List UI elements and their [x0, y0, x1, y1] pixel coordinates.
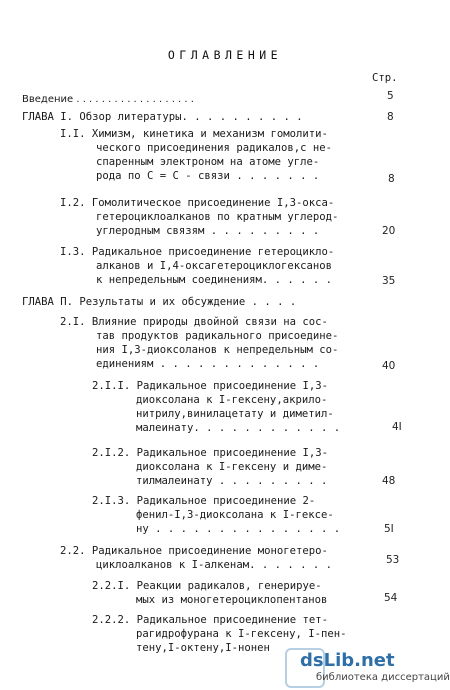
page-column-header: Стр. — [372, 72, 398, 84]
toc-entry-line: мых из моногетероциклопентанов — [136, 594, 328, 606]
watermark-subtitle: библиотека диссертаций — [316, 672, 450, 683]
toc-entry-page: 54 — [384, 592, 398, 604]
toc-entry-line: 2.2.2. Радикальное присоединение тет- — [92, 614, 328, 626]
toc-entry-page: 5I — [384, 523, 394, 535]
toc-entry-line: гетероциклоалканов по кратным углерод- — [96, 211, 339, 223]
toc-entry-line: нитрилу,винилацетату и диметил- — [136, 408, 334, 420]
toc-entry-line: ну . . . . . . . . . . . . . . . — [136, 523, 341, 535]
toc-entry-line: циклоалканов к I-алкенам. . . . . . . — [96, 559, 332, 571]
toc-entry-text: Введение . . . . . . . . . . . . . . . . . . . — [22, 94, 194, 105]
toc-entry-page: 8 — [388, 173, 395, 185]
toc-entry-line: I.I. Химизм, кинетика и механизм гомолити- — [60, 128, 328, 140]
watermark-logo: dsLib.net — [300, 650, 395, 671]
toc-entry-page: 40 — [382, 360, 396, 372]
toc-entry-line: 2.2. Радикальное присоединение моногетеро- — [60, 545, 328, 557]
toc-entry-page: 4I — [392, 421, 402, 433]
toc-entry-page: 5 — [387, 90, 394, 102]
toc-entry-page: 35 — [382, 275, 396, 287]
toc-entry-page: 8 — [387, 111, 394, 123]
toc-entry-line: рода по С = С - связи . . . . . . . — [96, 170, 320, 182]
page-title: ОГЛАВЛЕНИЕ — [167, 48, 283, 62]
toc-entry-line: 2.I.3. Радикальное присоединение 2- — [92, 495, 316, 507]
toc-entry-line: тав продуктов радикального присоедине- — [96, 330, 339, 342]
toc-entry-line: 2.I.I. Радикальное присоединение I,3- — [92, 380, 328, 392]
toc-entry-page: 20 — [382, 225, 396, 237]
toc-entry-text: ГЛАВА П. Результаты и их обсуждение . . . . — [22, 296, 297, 308]
toc-entry-line: I.3. Радикальное присоединение гетероцикло- — [60, 246, 335, 258]
toc-entry-line: спаренным электроном на атоме угле- — [96, 156, 320, 168]
toc-entry-line: тилмалеинату . . . . . . . . . — [136, 475, 328, 487]
toc-entry-line: единениям . . . . . . . . . . . . . — [96, 358, 320, 370]
toc-entry-line: фенил-I,3-диоксолана к I-гексе- — [136, 509, 334, 521]
toc-entry-line: алканов и I,4-оксагетероциклогексанов — [96, 260, 332, 272]
toc-entry-line: малеинату. . . . . . . . . . . . — [136, 422, 341, 434]
toc-entry-line: к непредельным соединениям. . . . . . — [96, 274, 332, 286]
toc-entry-line: углеродным связям . . . . . . . . . — [96, 225, 320, 237]
toc-entry-text: ГЛАВА I. Обзор литературы. . . . . . . . . . — [22, 111, 303, 123]
toc-entry-line: диоксолана к I-гексену и диме- — [136, 461, 328, 473]
toc-entry-line: 2.I.2. Радикальное присоединение I,3- — [92, 447, 328, 459]
toc-entry-line: ния I,3-диоксоланов к непредельным со- — [96, 344, 339, 356]
toc-entry-line: тену,I-октену,I-нонен — [136, 642, 270, 654]
toc-entry-line: рагидрофурана к I-гексену, I-пен- — [136, 628, 347, 640]
toc-entry-page: 53 — [386, 554, 400, 566]
toc-entry-line: ческого присоединения радикалов,с не- — [96, 142, 332, 154]
toc-entry-line: I.2. Гомолитическое присоединение I,3-окса- — [60, 197, 335, 209]
toc-entry-line: 2.2.I. Реакции радикалов, генерируе- — [92, 580, 322, 592]
toc-entry-line: диоксолана к I-гексену,акрило- — [136, 394, 328, 406]
toc-entry-page: 48 — [382, 475, 396, 487]
toc-entry-line: 2.I. Влияние природы двойной связи на сос- — [60, 316, 328, 328]
